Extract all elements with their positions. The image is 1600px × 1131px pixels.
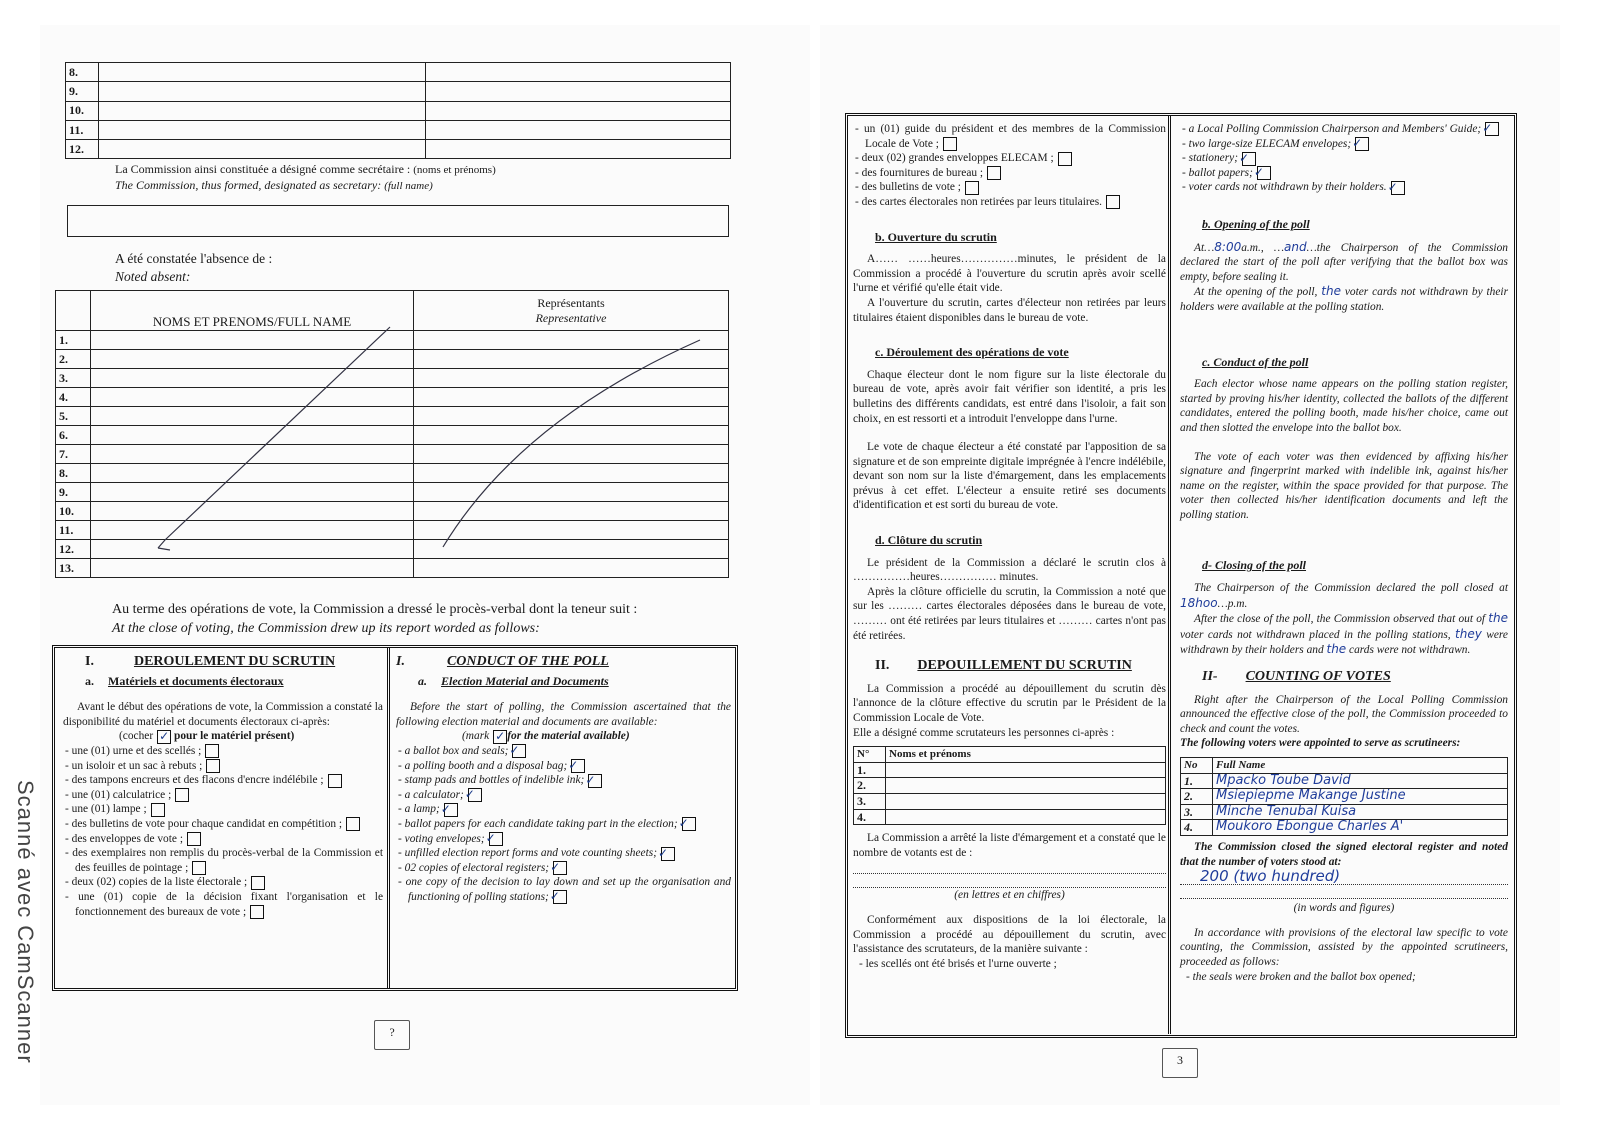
en-subsection-title: Election Material and Documents: [441, 673, 609, 688]
material-item-label: - un (01) guide du président et des membres de la Commission Locale de Vote ;: [855, 123, 1166, 150]
checkbox[interactable]: [206, 759, 220, 773]
table-row: [1181, 820, 1508, 836]
row-number: 4.: [56, 388, 91, 407]
material-item: [396, 817, 731, 832]
material-item-label: - des bulletins de vote pour chaque candidat en compétition ;: [65, 817, 343, 830]
absent-en: Noted absent:: [115, 269, 191, 284]
en-continued-column: - a Local Polling Commission Chairperson and Members' Guide;✓ - two large-size ELECAM envelopes;✓ - stationery;✓ - ballot papers;✓ - voter cards not withdrawn by their holders.✓ b. Opening of the poll At…8:00a.m., …and…the Chairperson of the Commission declared the start of the poll after verifying that the ballot box was empty, before sealing it. At the opening of the poll, the voter cards not withdrawn by their holders were available at the polling station. c. Conduct of the poll Each elector whose name appears on the polling station register, started by proving his/her identity, collected the ballots of the different candidates, entered the polling booth, made his/her choice, came out and then slotted the envelope into the ballot box. The vote of each voter was then evidenced by affixing his/her signature and fingerprint marked with indelible ink, against his/her name on the register, within the space provided for that purpose. The voter then collected his/her identification documents and left the polling station. d- Closing of the poll The Chairperson of the Commission declared the poll closed at 18hoo…p.m. After the close of the poll, the Commission observed that out of the voter cards not withdrawn placed in the polling stations, they were withdrawn by their holders and the cards were not withdrawn. II- COUNTING OF VOTES Right after the Chairperson of the Local Polling Commission announced the effective close of the poll, the Commission proceeded to check and count the votes. The following voters were appointed to serve as scrutineers: No Full Name 1. Mpacko Toube David 2. Msiepiepme Makange Justine 3. Minche Tenubal Kuisa 4. Moukoro Ebongue Charles A' The Commission closed the signed electoral register and noted that the number of voters stood at: 200 (two hundred) (in words and figures) In accordance with provisions of the electoral law specific to vote counting, the Commission, assisted by the appointed scrutineers, proceeded as follows: - the seals were broken and the ballot box opened;: [1180, 121, 1508, 983]
material-item: [396, 861, 731, 876]
checkbox[interactable]: ✓: [1257, 166, 1271, 180]
en-section-title: CONDUCT OF THE POLL: [446, 654, 609, 669]
material-item: [396, 875, 731, 904]
material-item: [63, 773, 383, 788]
material-item: [396, 802, 731, 817]
material-item-label: - a lamp;: [398, 803, 440, 816]
en-conduct-title: c. Conduct of the poll: [1202, 354, 1309, 369]
page-number-right: 3: [1162, 1048, 1198, 1078]
material-item-label: - deux (02) grandes enveloppes ELECAM ;: [855, 152, 1054, 165]
row-number: 6.: [56, 426, 91, 445]
scrutineer-name[interactable]: Mpacko Toube David: [1213, 773, 1508, 789]
opening-minutes-handwritten[interactable]: and: [1283, 239, 1307, 254]
material-item-label: - ballot papers for each candidate taking part in the election;: [398, 817, 678, 830]
checkbox[interactable]: ✓: [661, 847, 675, 861]
checkbox[interactable]: ✓: [553, 890, 567, 904]
material-item-label: - des fournitures de bureau ;: [855, 166, 984, 179]
material-item: [396, 773, 731, 788]
en-closing-title: d- Closing of the poll: [1202, 558, 1307, 573]
row-number: 11.: [66, 120, 99, 139]
checkbox[interactable]: ✓: [553, 861, 567, 875]
checkbox[interactable]: ✓: [512, 744, 526, 758]
material-item-label: - voting envelopes;: [398, 832, 485, 845]
material-item-label: - deux (02) copies de la liste électorale ;: [65, 876, 248, 889]
table-row: [854, 762, 1166, 778]
row-number: 3.: [56, 369, 91, 388]
name-cell[interactable]: [886, 793, 1166, 809]
row-number: 10.: [56, 502, 91, 521]
row-number: 3.: [854, 793, 886, 809]
row-number: 1.: [1181, 773, 1213, 789]
checkbox[interactable]: [250, 905, 264, 919]
checkbox[interactable]: [943, 137, 957, 151]
secretary-fr-note: (noms et prénoms): [413, 164, 496, 176]
table-row: [1181, 773, 1508, 789]
table-row: [854, 793, 1166, 809]
material-item: [63, 817, 383, 832]
row-number: 2.: [56, 350, 91, 369]
table-row: [854, 809, 1166, 825]
checkbox[interactable]: ✓: [1485, 122, 1499, 136]
checkbox[interactable]: [1106, 195, 1120, 209]
fr-intro: Avant le début des opérations de vote, la Commission a constaté la disponibilité du matériel et documents électoraux ci-après:: [63, 701, 383, 728]
not-withdrawn-cards-handwritten[interactable]: the: [1326, 642, 1347, 657]
closing-time-handwritten[interactable]: 18hoo: [1180, 595, 1218, 610]
fr-conduct-title: c. Déroulement des opérations de vote: [875, 345, 1069, 360]
material-item: [63, 759, 383, 774]
material-item: [63, 832, 383, 847]
material-item-label: - a calculator;: [398, 788, 464, 801]
material-item-label: - des exemplaires non remplis du procès-verbal de la Commission et des feuilles de pointage ;: [65, 847, 383, 874]
material-item-label: - a ballot box and seals;: [398, 744, 509, 757]
material-item-label: - ballot papers;: [1182, 166, 1253, 179]
page-number-left: ?: [374, 1020, 410, 1050]
material-item-label: - une (01) urne et des scellés ;: [65, 744, 202, 757]
checkbox[interactable]: ✓: [468, 788, 482, 802]
name-cell[interactable]: [886, 762, 1166, 778]
secretary-fr: La Commission ainsi constituée a désigné comme secrétaire :: [115, 162, 411, 176]
material-item: [853, 151, 1166, 166]
closing-cards-handwritten[interactable]: the: [1488, 611, 1508, 626]
material-item: [63, 802, 383, 817]
fr-counting-title: DEPOUILLEMENT DU SCRUTIN: [917, 658, 1132, 674]
opening-time-handwritten[interactable]: 8:00: [1214, 239, 1242, 254]
row-number: 1.: [854, 762, 886, 778]
material-item-label: - des cartes électorales non retirées par leurs titulaires.: [855, 195, 1103, 208]
material-item: [1180, 180, 1508, 195]
material-item-label: - stamp pads and bottles of indelible ink;: [398, 774, 585, 787]
en-opening-title: b. Opening of the poll: [1202, 216, 1310, 231]
checkbox[interactable]: [1058, 152, 1072, 166]
row-number: 4.: [854, 809, 886, 825]
camscanner-watermark: Scanné avec CamScanner: [13, 780, 38, 1064]
fr-material-column: I. DEROULEMENT DU SCRUTIN a. Matériels et documents électoraux Avant le début des opérations de vote, la Commission a constaté la disponibilité du matériel et documents électoraux ci-après: (cocher ✓ pour le matériel présent) - une (01) urne et des scellés ; - un isoloir et un sac à rebuts ; - des tampons encreurs et des flacons d'encre indélébile ; - une (01) calculatrice ; - une (01) lampe ; - des bulletins de vote pour chaque candidat en compétition ; - des enveloppes de vote ; - des exemplaires non remplis du procès-verbal de la Commission et des feuilles de pointage ; - deux (02) copies de la liste électorale ; - une (01) copie de la décision fixant l'organisation et le fonctionnement des bureaux de vote ;: [63, 654, 383, 918]
material-item: [853, 180, 1166, 195]
material-item-label: - une (01) calculatrice ;: [65, 788, 172, 801]
checkbox[interactable]: ✓: [571, 759, 585, 773]
row-number: 5.: [56, 407, 91, 426]
fr-continued-column: - un (01) guide du président et des membres de la Commission Locale de Vote ; - deux (02) grandes enveloppes ELECAM ; - des fournitures de bureau ; - des bulletins de vote ; - des cartes électorales non retirées par leurs titulaires. b. Ouverture du scrutin A…… ……heures……………minutes, le président de la Commission a procédé à l'ouverture du scrutin après avoir scellé l'urne et vérifié qu'elle était vide. A l'ouverture du scrutin, cartes d'électeur non retirées par leurs titulaires étaient disponibles dans le bureau de vote. c. Déroulement des opérations de vote Chaque électeur dont le nom figure sur la liste électorale du bureau de vote, après avoir fait vérifier son identité, a pris les bulletins des différents candidats, est entré dans l'isoloir, a fait son choix, en est ressorti et a introduit l'enveloppe dans l'urne. Le vote de chaque électeur a été constaté par l'apposition de sa signature et de son empreinte digitale imprégnée à l'encre indélébile, devant son nom sur la liste d'émargement, dans les emplacements prévus à cet effet. L'électeur a ensuite retiré ses documents d'identification et est sorti du bureau de vote. d. Clôture du scrutin Le président de la Commission a déclaré le scrutin clos à ……………heures…………… minutes. Après la clôture officielle du scrutin, la Commission a noté que sur les ……… cartes électorales déposées dans le bureau de vote, ……… ont été retirées par leurs titulaires et ……… cartes n'ont pas été retirées. II. DEPOUILLEMENT DU SCRUTIN La Commission a procédé au dépouillement du scrutin dès l'annonce de la clôture effective du scrutin par le Président de la Commission Locale de Vote. Elle a désigné comme scrutateurs les personnes ci-après : N° Noms et prénoms 1. 2. 3. 4. La Commission a arrêté la liste d'émargement et a constaté que le nombre de votants est de : (en lettres et en chiffres) Conformément aux dispositions de la loi électorale, la Commission a procédé au dépouillement du scrutin, avec l'assistance des scrutateurs, de la manière suivante : - les scellés ont été brisés et l'urne ouverte ;: [853, 123, 1166, 970]
row-number: 3.: [1181, 804, 1213, 820]
checkbox[interactable]: [205, 744, 219, 758]
checkbox[interactable]: [987, 166, 1001, 180]
row-number: 9.: [66, 82, 99, 101]
fr-scrutineer-table: N° Noms et prénoms 1. 2. 3. 4.: [853, 746, 1166, 825]
scrutineer-name[interactable]: Moukoro Ebongue Charles A': [1213, 820, 1508, 836]
checkbox[interactable]: [965, 181, 979, 195]
checkbox[interactable]: [346, 817, 360, 831]
en-intro: Before the start of polling, the Commission ascertained that the following election material and documents are available:: [396, 701, 731, 728]
material-item: [396, 832, 731, 847]
material-item: [853, 166, 1166, 181]
material-item: [63, 890, 383, 919]
checkbox[interactable]: [151, 803, 165, 817]
absent-col-representative: Représentants Representative: [414, 291, 729, 331]
material-item: [1180, 151, 1508, 166]
material-item: [63, 744, 383, 759]
scrutineer-name[interactable]: Msiepiepme Makange Justine: [1213, 789, 1508, 805]
material-item: [1180, 122, 1508, 137]
material-item-label: - one copy of the decision to lay down and set up the organisation and functioning of polling stations;: [398, 876, 731, 903]
absent-fr: A été constatée l'absence de :: [115, 251, 273, 266]
row-number: 7.: [56, 445, 91, 464]
en-scrutineer-table: No Full Name 1. Mpacko Toube David 2. Msiepiepme Makange Justine 3. Minche Tenubal Kuisa 4. Moukoro Ebongue Charles A': [1180, 757, 1508, 836]
material-item-label: - des bulletins de vote ;: [855, 181, 961, 194]
material-item-label: - des enveloppes de vote ;: [65, 832, 183, 845]
row-number: 1.: [56, 331, 91, 350]
secretary-en-note: (full name): [384, 180, 433, 192]
strikethrough-lines: [0, 0, 810, 600]
checkbox[interactable]: [192, 861, 206, 875]
close-fr: Au terme des opérations de vote, la Commission a dressé le procès-verbal dont la teneur suit :: [112, 602, 638, 617]
checkbox[interactable]: ✓: [1242, 152, 1256, 166]
material-item-label: - a Local Polling Commission Chairperson and Members' Guide;: [1182, 123, 1482, 135]
material-item-label: - two large-size ELECAM envelopes;: [1182, 137, 1352, 150]
material-item: [396, 846, 731, 861]
material-item: [63, 788, 383, 803]
close-en: At the close of voting, the Commission drew up its report worded as follows:: [112, 621, 540, 636]
material-item: [396, 788, 731, 803]
fr-opening-title: b. Ouverture du scrutin: [875, 229, 997, 244]
secretary-en: The Commission, thus formed, designated as secretary:: [115, 178, 382, 192]
fr-section-title: DEROULEMENT DU SCRUTIN: [133, 654, 336, 669]
material-item-label: - a polling booth and a disposal bag;: [398, 759, 568, 772]
checkbox[interactable]: [328, 774, 342, 788]
row-number: 2.: [1181, 789, 1213, 805]
material-item-label: - voter cards not withdrawn by their holders.: [1182, 181, 1387, 194]
material-item: [1180, 137, 1508, 152]
material-item: [63, 846, 383, 875]
row-number: 13.: [56, 559, 91, 578]
material-item-label: - stationery;: [1182, 152, 1238, 165]
material-item-label: - des tampons encreurs et des flacons d'encre indélébile ;: [65, 774, 324, 787]
row-number: 11.: [56, 521, 91, 540]
voter-count-handwritten[interactable]: 200 (two hundred): [1200, 867, 1341, 886]
fr-closing-title: d. Clôture du scrutin: [875, 533, 983, 548]
checkbox[interactable]: [175, 788, 189, 802]
checkbox[interactable]: ✓: [1355, 137, 1369, 151]
scrutineer-name[interactable]: Minche Tenubal Kuisa: [1213, 804, 1508, 820]
row-number: 12.: [66, 140, 99, 159]
en-material-column: I. CONDUCT OF THE POLL a. Election Material and Documents Before the start of polling, the Commission ascertained that the following election material and documents are available: (mark ✓ for the material available) - a ballot box and seals;✓ - a polling booth and a disposal bag;✓ - stamp pads and bottles of indelible ink;✓ - a calculator;✓ - a lamp;✓ - ballot papers for each candidate taking part in the election;✓ - voting envelopes;✓ - unfilled election report forms and vote counting sheets;✓ - 02 copies of electoral registers;✓ - one copy of the decision to lay down and set up the organisation and functioning of polling stations;✓: [396, 654, 731, 904]
row-number: 4.: [1181, 820, 1213, 836]
table-row: [854, 778, 1166, 794]
material-item: [396, 744, 731, 759]
fr-subsection-title: Matériels et documents électoraux: [108, 673, 284, 688]
material-item-label: - 02 copies of electoral registers;: [398, 861, 550, 874]
material-item: [853, 195, 1166, 210]
material-item-label: - un isoloir et un sac à rebuts ;: [65, 759, 203, 772]
report-intro: [112, 600, 637, 638]
checkbox[interactable]: ✓: [588, 774, 602, 788]
material-item-label: - une (01) lampe ;: [65, 803, 147, 816]
row-number: 2.: [854, 778, 886, 794]
name-cell[interactable]: [886, 809, 1166, 825]
table-row: [1181, 789, 1508, 805]
material-item: [63, 875, 383, 890]
row-number: 10.: [66, 101, 99, 120]
checkbox[interactable]: [251, 876, 265, 890]
material-item-label: - une (01) copie de la décision fixant l'organisation et le fonctionnement des bureaux de vote ;: [65, 890, 383, 918]
row-number: 8.: [56, 464, 91, 483]
checkbox[interactable]: ✓: [682, 817, 696, 831]
row-number: 12.: [56, 540, 91, 559]
material-item: [1180, 166, 1508, 181]
name-cell[interactable]: [886, 778, 1166, 794]
en-counting-title: COUNTING OF VOTES: [1245, 669, 1391, 685]
material-item: [396, 759, 731, 774]
absent-col-name: NOMS ET PRENOMS/FULL NAME: [91, 291, 414, 331]
withdrawn-cards-handwritten[interactable]: they: [1455, 626, 1482, 641]
opening-cards-handwritten[interactable]: the: [1321, 284, 1341, 299]
checkbox[interactable]: [187, 832, 201, 846]
table-row: [1181, 804, 1508, 820]
row-number: 9.: [56, 483, 91, 502]
checkbox[interactable]: ✓: [489, 832, 503, 846]
checkbox[interactable]: ✓: [444, 803, 458, 817]
row-number: 8.: [66, 63, 99, 82]
material-item: [853, 122, 1166, 151]
material-item-label: - unfilled election report forms and vote counting sheets;: [398, 847, 657, 860]
checkbox[interactable]: ✓: [1391, 181, 1405, 195]
